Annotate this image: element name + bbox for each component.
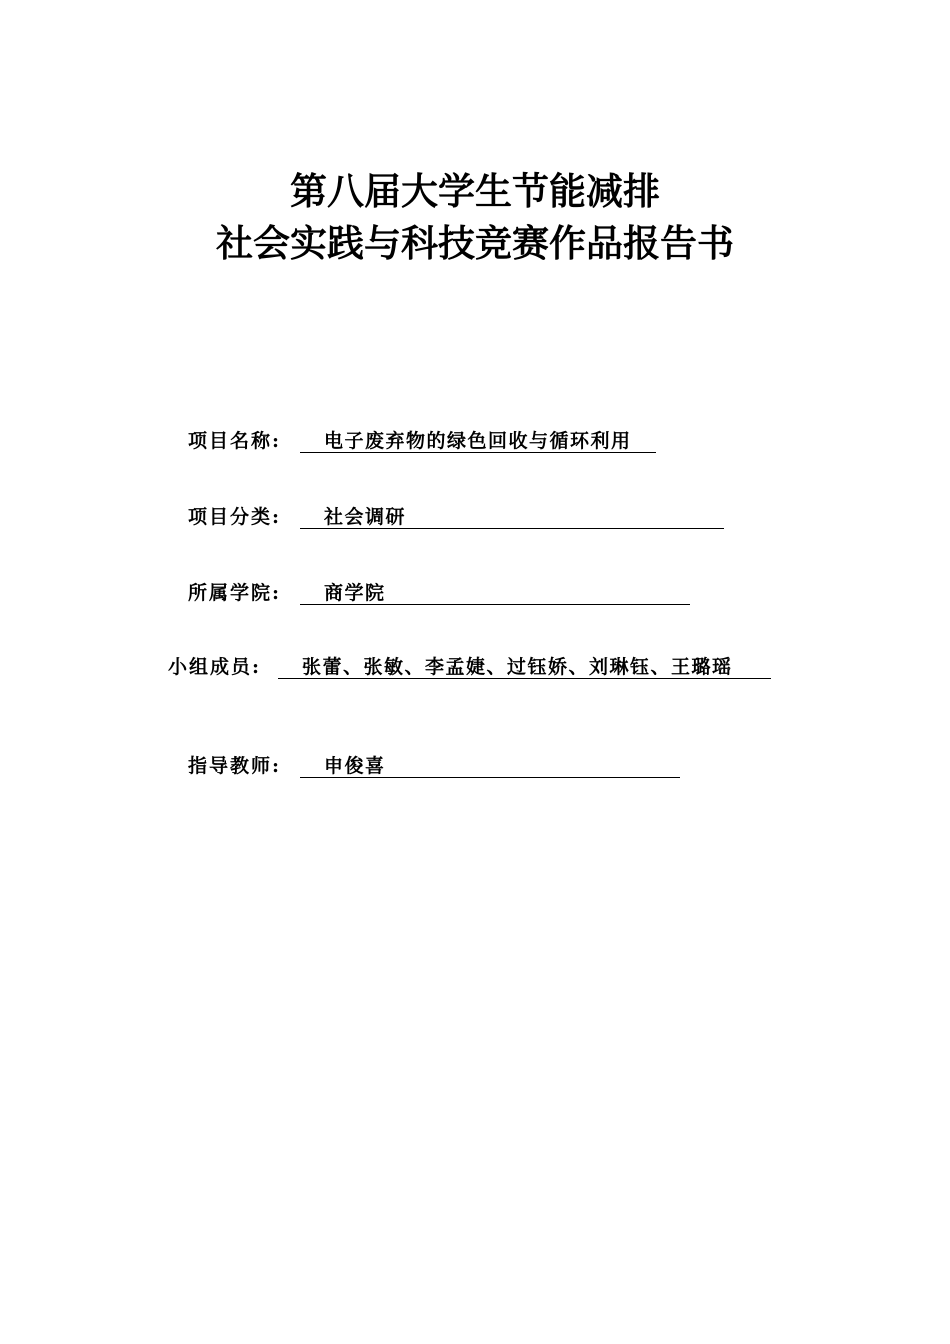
project-name-label: 项目名称:	[188, 430, 282, 452]
college-field	[188, 578, 708, 608]
college-value: 商学院	[300, 578, 690, 605]
project-category-value: 社会调研	[300, 502, 724, 529]
document-title-line-1: 第八届大学生节能减排	[290, 170, 660, 213]
project-category-label: 项目分类:	[188, 506, 282, 528]
project-name-value: 电子废弃物的绿色回收与循环利用	[300, 426, 656, 453]
document-title-line-2: 社会实践与科技竞赛作品报告书	[216, 222, 734, 265]
college-label: 所属学院:	[188, 582, 282, 604]
members-value: 张蕾、张敏、李孟婕、过钰娇、刘琳钰、王璐瑶	[278, 652, 771, 679]
advisor-field	[188, 751, 708, 781]
members-field	[168, 652, 788, 682]
members-label: 小组成员:	[168, 656, 262, 678]
project-name-field	[188, 426, 708, 456]
advisor-label: 指导教师:	[188, 755, 282, 777]
advisor-value: 申俊喜	[300, 751, 680, 778]
project-category-field	[188, 502, 748, 532]
